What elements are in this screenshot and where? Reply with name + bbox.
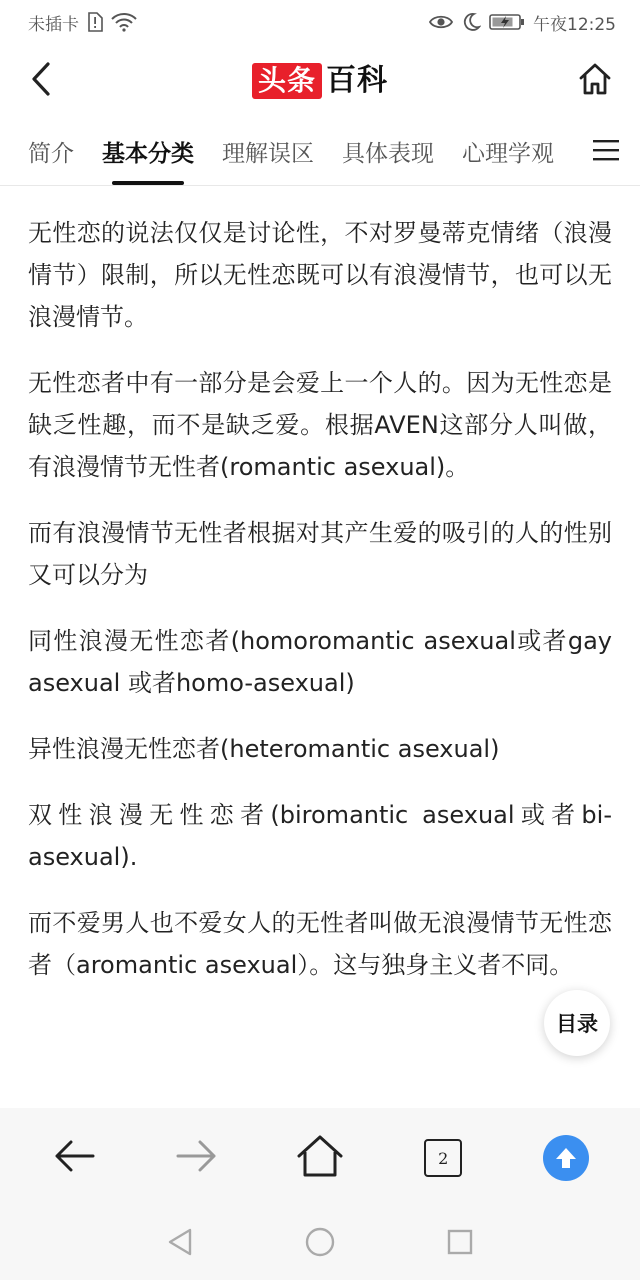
browser-home-button[interactable]	[288, 1126, 352, 1190]
status-left	[28, 10, 137, 35]
tabs-icon	[424, 1139, 462, 1177]
back-icon	[53, 1139, 95, 1177]
tab-label: 心理学观	[462, 141, 554, 167]
app-header	[0, 44, 640, 118]
section-tabs	[0, 118, 640, 186]
home-icon	[296, 1134, 344, 1182]
scroll-up-icon	[543, 1135, 589, 1181]
toc-button[interactable]	[544, 990, 610, 1056]
toutiao-baike-logo	[252, 63, 388, 99]
paragraph: 无性恋者中有一部分是会爱上一个人的。因为无性恋是缺乏性趣，而不是缺乏爱。根据AVEN这部分人叫做，有浪漫情节无性者(romantic asexual)。	[28, 369, 612, 481]
tab-intro[interactable]	[28, 118, 74, 185]
status-bar	[0, 0, 640, 44]
nav-back-button[interactable]	[160, 1224, 200, 1264]
moon-icon	[461, 12, 481, 32]
tab-label: 具体表现	[342, 141, 434, 167]
nav-home-icon	[304, 1226, 336, 1262]
carrier-label: 未插卡	[28, 14, 79, 35]
logo-box: 头条	[252, 63, 322, 99]
system-nav-bar	[0, 1208, 640, 1280]
paragraph: 而有浪漫情节无性者根据对其产生爱的吸引的人的性别又可以分为	[28, 519, 612, 589]
tab-misconceptions[interactable]	[222, 118, 314, 185]
tab-basic-categories[interactable]	[102, 118, 194, 185]
logo-text: 百科	[326, 63, 388, 98]
back-button[interactable]	[18, 58, 64, 104]
paragraph: 异性浪漫无性恋者(heteromantic asexual)	[28, 735, 500, 763]
eye-comfort-icon	[429, 13, 453, 31]
status-time: 午夜12:25	[533, 14, 616, 35]
battery-charging-icon	[489, 13, 525, 31]
tab-label: 理解误区	[222, 141, 314, 167]
article-content[interactable]	[0, 186, 640, 1108]
browser-tabs-button[interactable]	[411, 1126, 475, 1190]
wifi-icon	[111, 12, 137, 32]
back-arrow-icon	[30, 61, 52, 101]
paragraph: 同性浪漫无性恋者(homoromantic asexual或者gay asexual 或者homo-asexual)	[28, 627, 612, 697]
browser-back-button[interactable]	[42, 1126, 106, 1190]
scroll-to-top-button[interactable]	[534, 1126, 598, 1190]
status-right	[429, 10, 616, 35]
paragraph: 无性恋的说法仅仅是讨论性，不对罗曼蒂克情绪（浪漫情节）限制，所以无性恋既可以有浪漫情节，也可以无浪漫情节。	[28, 219, 612, 331]
nav-recents-button[interactable]	[440, 1224, 480, 1264]
nav-home-button[interactable]	[300, 1224, 340, 1264]
paragraph: 而不爱男人也不爱女人的无性者叫做无浪漫情节无性恋者（aromantic asexual）。这与独身主义者不同。	[28, 909, 612, 979]
home-icon	[578, 62, 612, 100]
tabs-menu-button[interactable]	[582, 128, 630, 176]
tab-manifestations[interactable]	[342, 118, 434, 185]
browser-forward-button[interactable]	[165, 1126, 229, 1190]
tab-label: 简介	[28, 141, 74, 167]
nav-recents-icon	[446, 1228, 474, 1260]
menu-icon	[593, 138, 619, 166]
tab-count-label: 2	[438, 1148, 449, 1168]
browser-toolbar	[0, 1108, 640, 1208]
sim-missing-icon	[87, 12, 103, 32]
paragraph: 双性浪漫无性恋者(biromantic asexual或者bi-asexual).	[28, 801, 612, 871]
tabs-scroll[interactable]	[0, 118, 568, 185]
nav-back-icon	[166, 1227, 194, 1261]
tab-label: 基本分类	[102, 141, 194, 167]
home-button[interactable]	[572, 58, 618, 104]
forward-icon	[176, 1139, 218, 1177]
tab-psychology[interactable]	[462, 118, 554, 185]
toc-label: 目录	[556, 1012, 598, 1036]
